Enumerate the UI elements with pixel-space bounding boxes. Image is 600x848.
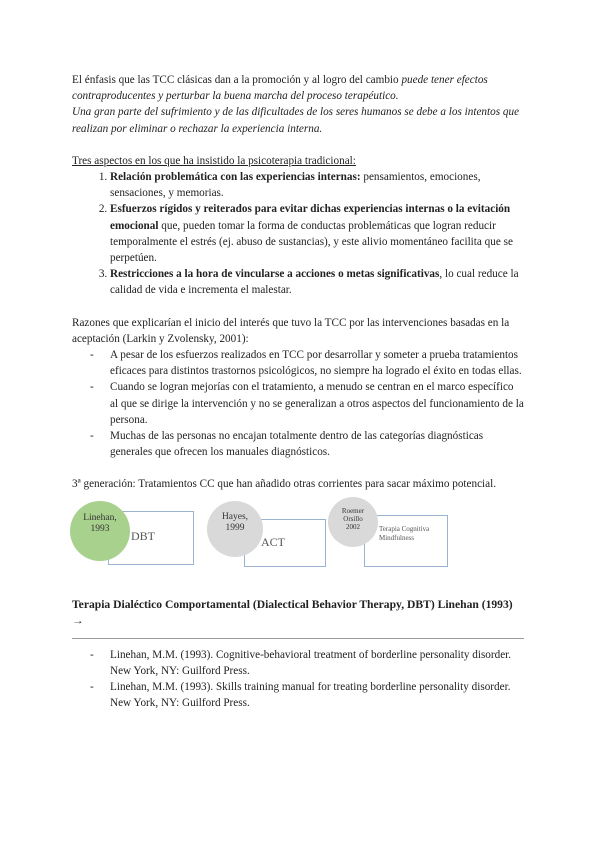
- list-item: - Cuando se logran mejorías con el tratamiento, a menudo se centran en el marco específico al que se dirige la intervención y no se generalizan a otros aspectos del funcionamiento de la persona.: [110, 379, 524, 428]
- dbt-label: DBT: [131, 528, 155, 543]
- divider: [72, 638, 524, 639]
- list-item: [110, 201, 524, 266]
- list-item: - Linehan, M.M. (1993). Skills training manual for treating borderline personality disorder. New York, NY: Guilford Press.: [110, 679, 524, 711]
- act-label: ACT: [261, 534, 285, 549]
- aspect-text: pensamientos, emociones, sensaciones, y memorias.: [110, 171, 481, 200]
- hayes-circle: Hayes, 1999: [207, 501, 263, 557]
- intro-normal: El énfasis que las TCC clásicas dan a la promoción y al logro del cambio: [72, 74, 402, 86]
- aspect-bold: Esfuerzos rígidos y reiterados para evitar dichas experiencias internas o la evitación emocional: [110, 203, 511, 232]
- dbt-heading: Terapia Dialéctico Comportamental (Dialectical Behavior Therapy, DBT) Linehan (1993) →: [72, 597, 513, 628]
- list-item: - Muchas de las personas no encajan totalmente dentro de las categorías diagnósticas generales que ofrecen los manuales diagnósticos.: [110, 428, 524, 460]
- intro-italic: puede tener efectos contraproducentes y perturbar la buena marcha del proceso terapéutico.: [72, 74, 488, 103]
- therapies-diagram: [72, 501, 524, 571]
- references-list: [72, 647, 524, 712]
- list-item: [110, 266, 524, 298]
- list-item: [110, 169, 524, 201]
- intro-paragraph: [72, 72, 524, 104]
- roemer-circle: Roemer Orsillo 2002: [328, 497, 378, 547]
- linehan-circle: Linehan, 1993: [70, 501, 130, 561]
- aspect-text: que, pueden tomar la forma de conductas problemáticas que logran reducir temporalmente el estrés (ej. abuso de sustancias), y este alivio momentáneo facilita que se perpetúen.: [110, 219, 513, 265]
- aspect-text: , lo cual reduce la calidad de vida e incrementa el malestar.: [110, 268, 519, 297]
- aspects-heading: Tres aspectos en los que ha insistido la psicoterapia tradicional:: [72, 154, 356, 167]
- third-generation-text: 3ª generación: Tratamientos CC que han añadido otras corrientes para sacar máximo potencial.: [72, 478, 497, 491]
- intro-italic-2: Una gran parte del sufrimiento y de las dificultades de los seres humanos se debe a los intentos que realizan por eliminar o rechazar la experiencia interna.: [72, 106, 520, 135]
- mindfulness-label: Terapia Cognitiva Mindfulness: [379, 524, 430, 542]
- aspect-bold: Relación problemática con las experiencias internas:: [110, 171, 361, 184]
- list-item: - A pesar de los esfuerzos realizados en TCC por desarrollar y someter a prueba tratamientos eficaces para distintos trastornos psicológicos, no siempre ha logrado el éxito en todas ellas.: [110, 347, 524, 379]
- aspects-list: [72, 169, 524, 299]
- list-item: - Linehan, M.M. (1993). Cognitive-behavioral treatment of borderline personality disorder. New York, NY: Guilford Press.: [110, 647, 524, 679]
- reasons-intro: Razones que explicarían el inicio del interés que tuvo la TCC por las intervenciones basadas en la aceptación (Larkin y Zvolensky, 2001):: [72, 316, 510, 345]
- document-page: [72, 72, 524, 711]
- aspect-bold: Restricciones a la hora de vincularse a acciones o metas significativas: [110, 268, 440, 281]
- reasons-list: [72, 347, 524, 460]
